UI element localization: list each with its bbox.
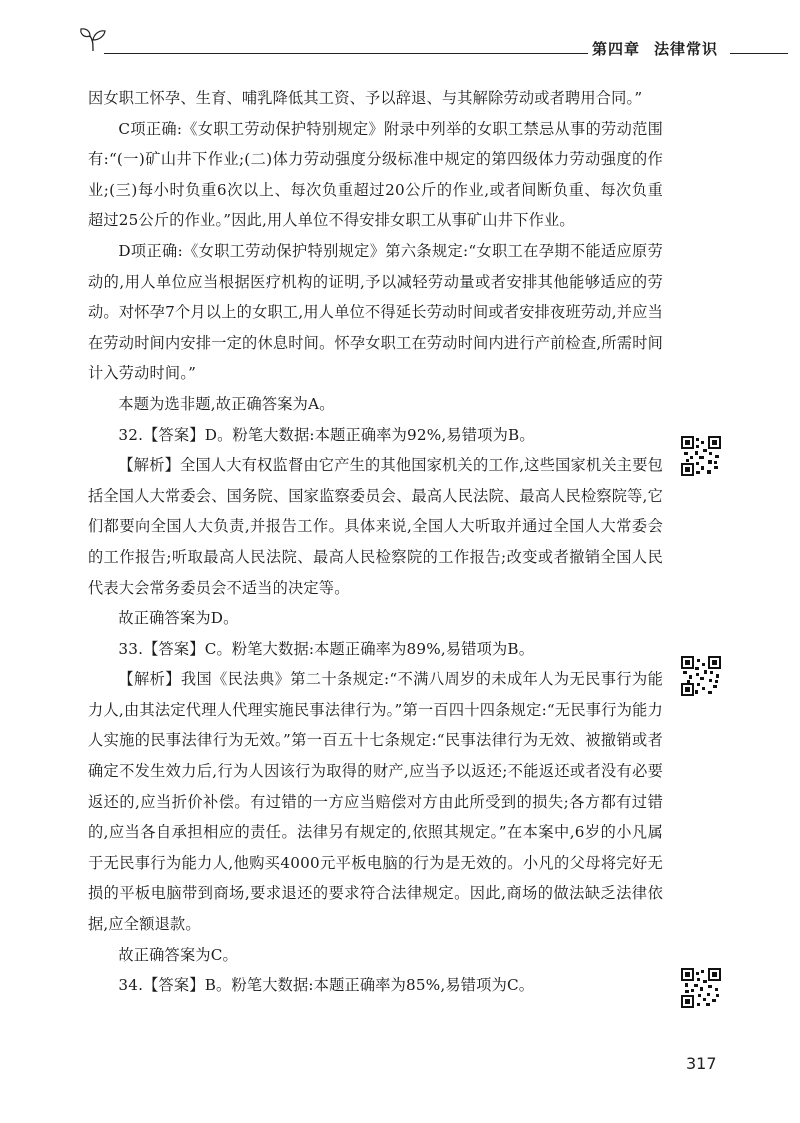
analysis-33: 【解析】我国《民法典》第二十条规定:“不满八周岁的未成年人为无民事行为能力人,由其法定代理人代理实施民事法律行为。”第一百四十四条规定:“无民事行为能力人实施的民事法律行为无效。”第一百五十七条规定:“民事法律行为无效、被撤销或者确定不发生效力后,行为人因该行为取得的财产,应当予以返还;不能返还或者没有必要返还的,应当折价补偿。有过错的一方应当赔偿对方由此所受到的损失;各方都有过错的,应当各自承担相应的责任。法律另有规定的,依照其规定。”在本案中,6岁的小凡属于无民事行为能力人,他购买4000元平板电脑的行为是无效的。小凡的父母将完好无损的平板电脑带到商场,要求退还的要求符合法律规定。因此,商场的做法缺乏法律依据,应全额退款。 (88, 670, 663, 934)
paragraph-option-d: D项正确:《女职工劳动保护特别规定》第六条规定:“女职工在孕期不能适应原劳动的,用人单位应当根据医疗机构的证明,予以减轻劳动量或者安排其他能够适应的劳动。对怀孕7个月以上的女职工,用人单位不得延长劳动时间或者安排夜班劳动,并应当在劳动时间内安排一定的休息时间。怀孕女职工在劳动时间内进行产前检查,所需时间计入劳动时间。” (88, 241, 663, 383)
answer-33: 33.【答案】C。粉笔大数据:本题正确率为89%,易错项为B。 (118, 639, 535, 658)
page-body (88, 83, 663, 1001)
paragraph-continuation: 因女职工怀孕、生育、哺乳降低其工资、予以辞退、与其解除劳动或者聘用合同。” (88, 89, 643, 107)
conclusion-32: 故正确答案为D。 (118, 609, 239, 628)
answer-34: 34.【答案】B。粉笔大数据:本题正确率为85%,易错项为C。 (118, 976, 535, 995)
qr-code-icon[interactable] (681, 436, 721, 476)
page-number: 317 (686, 1054, 717, 1073)
qr-code-icon[interactable] (681, 656, 721, 696)
analysis-32: 【解析】全国人大有权监督由它产生的其他国家机关的工作,这些国家机关主要包括全国人大常委会、国务院、国家监察委员会、最高人民法院、最高人民检察院等,它们都要向全国人大负责,并报告工作。具体来说,全国人大听取并通过全国人大常委会的工作报告;听取最高人民法院、最高人民检察院的工作报告;改变或者撤销全国人民代表大会常务委员会不适当的决定等。 (88, 456, 663, 597)
conclusion-33: 故正确答案为C。 (118, 945, 238, 964)
chapter-label: 第四章 (592, 40, 641, 58)
chapter-heading (592, 38, 728, 59)
chapter-title: 法律常识 (654, 40, 719, 58)
paragraph-option-c: C项正确:《女职工劳动保护特别规定》附录中列举的女职工禁忌从事的劳动范围有:“(一)矿山井下作业;(二)体力劳动强度分级标准中规定的第四级体力劳动强度的作业;(三)每小时负重6次以上、每次负重超过20公斤的作业,或者间断负重、每次负重超过25公斤的作业。”因此,用人单位不得安排女职工从事矿山井下作业。 (88, 119, 663, 230)
paragraph-conclusion-31: 本题为选非题,故正确答案为A。 (118, 394, 335, 413)
page-header (0, 0, 800, 70)
header-rule-right (730, 53, 788, 54)
qr-code-icon[interactable] (681, 968, 721, 1008)
header-rule-left (104, 53, 588, 54)
leaf-icon (78, 26, 108, 52)
answer-32: 32.【答案】D。粉笔大数据:本题正确率为92%,易错项为B。 (118, 425, 535, 444)
